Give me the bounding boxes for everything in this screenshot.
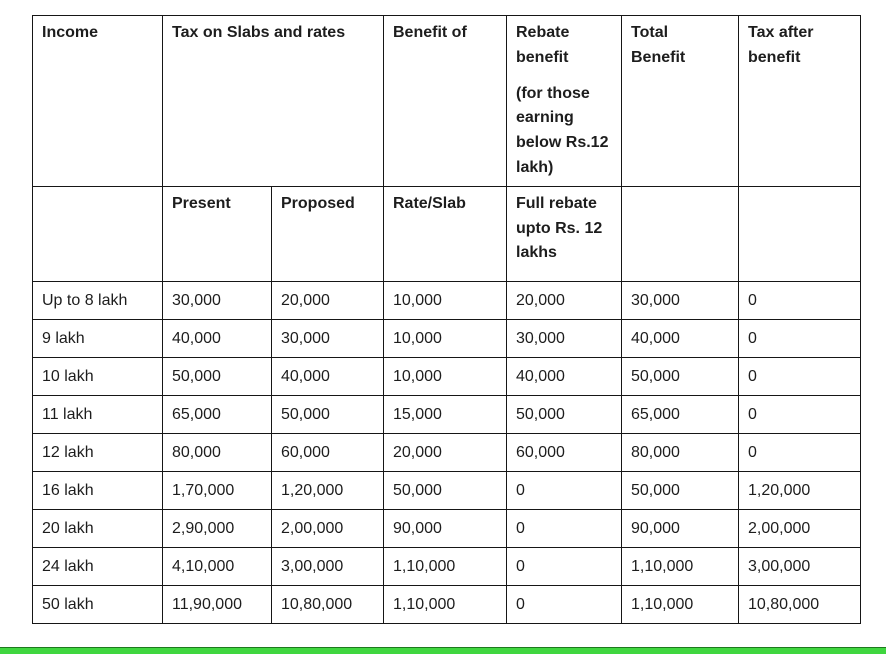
row-value-cell: 30,000 <box>163 281 272 319</box>
row-value-cell: 50,000 <box>507 395 622 433</box>
row-value-cell: 1,20,000 <box>272 471 384 509</box>
row-value-cell: 65,000 <box>622 395 739 433</box>
table-row <box>33 585 861 623</box>
row-value-cell: 2,90,000 <box>163 509 272 547</box>
row-value-cell: 40,000 <box>622 319 739 357</box>
row-value-cell: 0 <box>507 585 622 623</box>
row-value-cell: 0 <box>507 471 622 509</box>
table-row <box>33 433 861 471</box>
header-full-rebate: Full rebate upto Rs. 12 lakhs <box>507 186 622 281</box>
header-empty-total <box>622 186 739 281</box>
row-value-cell: 30,000 <box>622 281 739 319</box>
header-tax-after-benefit: Tax after benefit <box>739 16 861 187</box>
table-row <box>33 319 861 357</box>
row-label-cell: 12 lakh <box>33 433 163 471</box>
row-value-cell: 3,00,000 <box>272 547 384 585</box>
row-value-cell: 1,10,000 <box>622 585 739 623</box>
row-value-cell: 20,000 <box>272 281 384 319</box>
row-value-cell: 1,10,000 <box>622 547 739 585</box>
row-value-cell: 30,000 <box>272 319 384 357</box>
row-label-cell: 50 lakh <box>33 585 163 623</box>
header-row-2 <box>33 186 861 281</box>
row-label-cell: 16 lakh <box>33 471 163 509</box>
row-value-cell: 40,000 <box>507 357 622 395</box>
header-rate-slab: Rate/Slab <box>384 186 507 281</box>
row-value-cell: 50,000 <box>272 395 384 433</box>
row-label-cell: Up to 8 lakh <box>33 281 163 319</box>
row-value-cell: 2,00,000 <box>739 509 861 547</box>
row-value-cell: 60,000 <box>507 433 622 471</box>
row-value-cell: 90,000 <box>384 509 507 547</box>
header-proposed: Proposed <box>272 186 384 281</box>
table-row <box>33 395 861 433</box>
row-value-cell: 1,10,000 <box>384 547 507 585</box>
row-label-cell: 11 lakh <box>33 395 163 433</box>
row-value-cell: 3,00,000 <box>739 547 861 585</box>
row-value-cell: 10,000 <box>384 281 507 319</box>
row-value-cell: 10,80,000 <box>739 585 861 623</box>
header-benefit-of: Benefit of <box>384 16 507 187</box>
row-value-cell: 80,000 <box>163 433 272 471</box>
row-value-cell: 65,000 <box>163 395 272 433</box>
row-value-cell: 40,000 <box>163 319 272 357</box>
row-value-cell: 20,000 <box>507 281 622 319</box>
header-row-1 <box>33 16 861 187</box>
row-value-cell: 10,000 <box>384 319 507 357</box>
row-value-cell: 0 <box>507 547 622 585</box>
table-row <box>33 471 861 509</box>
row-label-cell: 20 lakh <box>33 509 163 547</box>
header-rebate-benefit-main: Rebate benefit <box>516 24 570 66</box>
row-value-cell: 4,10,000 <box>163 547 272 585</box>
row-label-cell: 10 lakh <box>33 357 163 395</box>
row-value-cell: 40,000 <box>272 357 384 395</box>
row-value-cell: 1,10,000 <box>384 585 507 623</box>
header-total-benefit-label: Total Benefit <box>631 24 686 66</box>
row-label-cell: 9 lakh <box>33 319 163 357</box>
header-income: Income <box>33 16 163 187</box>
table-row <box>33 547 861 585</box>
header-empty-tax-after <box>739 186 861 281</box>
row-value-cell: 50,000 <box>163 357 272 395</box>
green-divider-bar <box>0 647 886 654</box>
header-present: Present <box>163 186 272 281</box>
row-label-cell: 24 lakh <box>33 547 163 585</box>
row-value-cell: 11,90,000 <box>163 585 272 623</box>
table-row <box>33 509 861 547</box>
row-value-cell: 2,00,000 <box>272 509 384 547</box>
row-value-cell: 1,70,000 <box>163 471 272 509</box>
table-body <box>33 281 861 623</box>
row-value-cell: 0 <box>739 319 861 357</box>
row-value-cell: 80,000 <box>622 433 739 471</box>
header-empty-income <box>33 186 163 281</box>
row-value-cell: 0 <box>507 509 622 547</box>
table-row <box>33 281 861 319</box>
header-tax-on-slabs: Tax on Slabs and rates <box>163 16 384 187</box>
row-value-cell: 0 <box>739 395 861 433</box>
row-value-cell: 1,20,000 <box>739 471 861 509</box>
row-value-cell: 60,000 <box>272 433 384 471</box>
row-value-cell: 10,000 <box>384 357 507 395</box>
row-value-cell: 10,80,000 <box>272 585 384 623</box>
row-value-cell: 50,000 <box>622 471 739 509</box>
row-value-cell: 0 <box>739 281 861 319</box>
row-value-cell: 30,000 <box>507 319 622 357</box>
row-value-cell: 50,000 <box>622 357 739 395</box>
header-total-benefit <box>622 16 739 187</box>
row-value-cell: 0 <box>739 357 861 395</box>
header-rebate-benefit <box>507 16 622 187</box>
row-value-cell: 90,000 <box>622 509 739 547</box>
tax-benefit-table <box>32 15 861 624</box>
row-value-cell: 50,000 <box>384 471 507 509</box>
row-value-cell: 0 <box>739 433 861 471</box>
row-value-cell: 15,000 <box>384 395 507 433</box>
table-header <box>33 16 861 282</box>
header-rebate-benefit-sub: (for those earning below Rs.12 lakh) <box>516 84 609 176</box>
table-row <box>33 357 861 395</box>
row-value-cell: 20,000 <box>384 433 507 471</box>
